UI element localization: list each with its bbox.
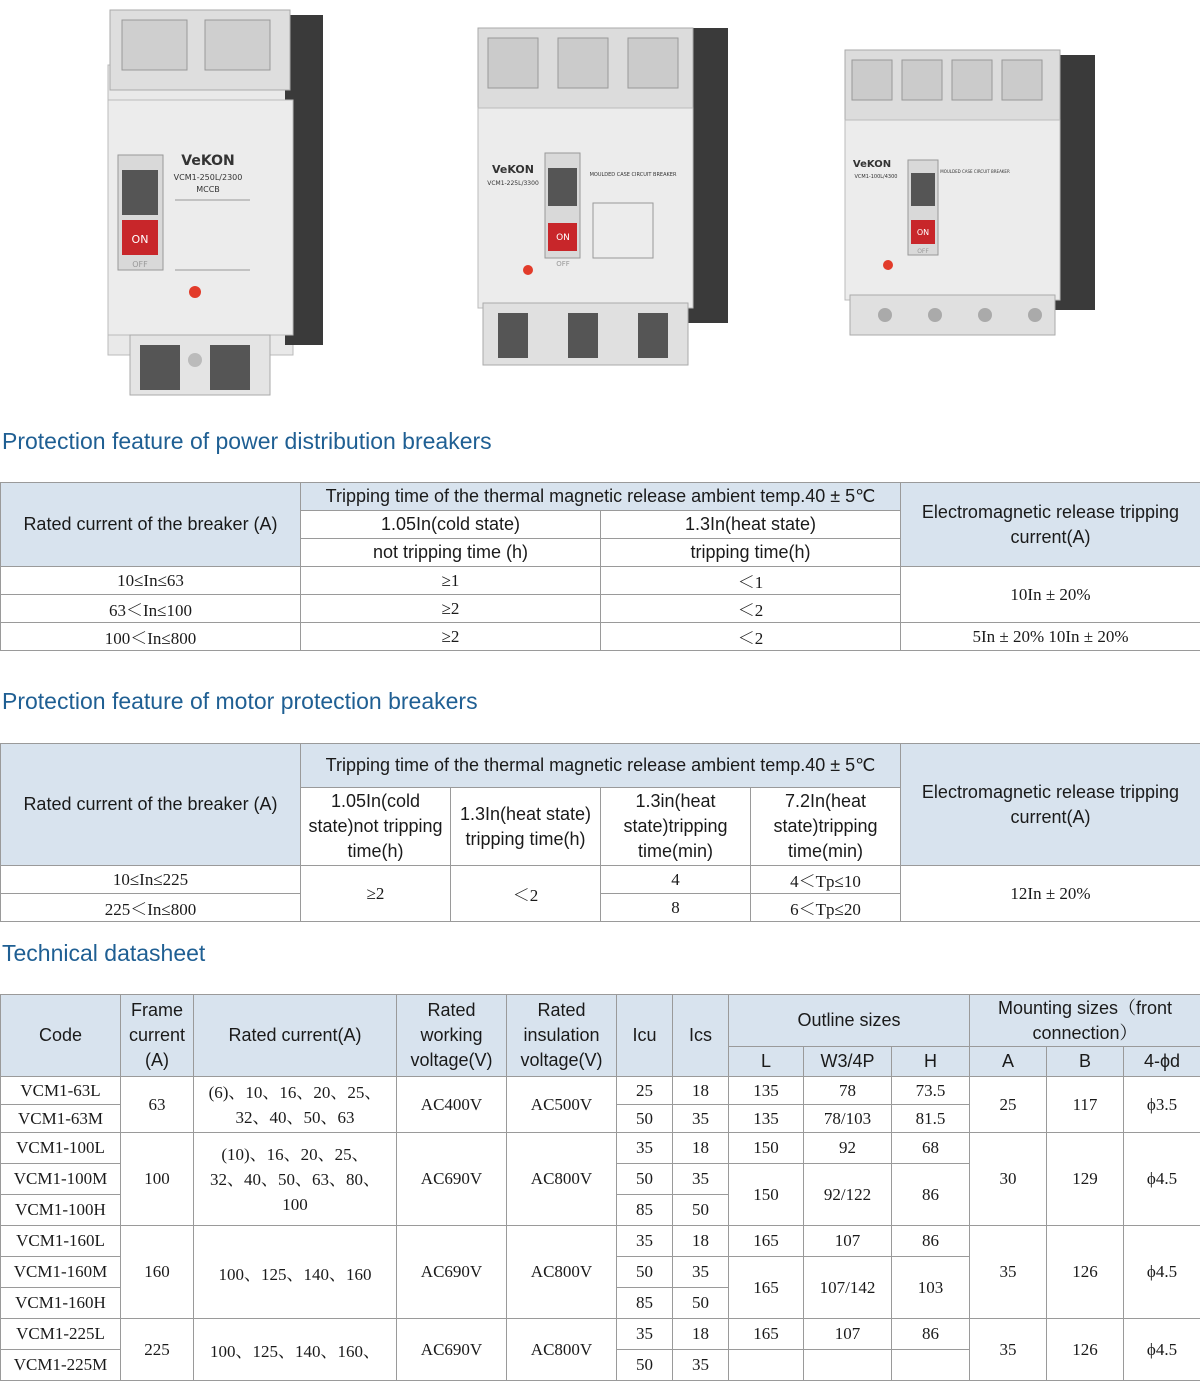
W-cell: 92/122 <box>804 1164 892 1226</box>
ics-cell: 18 <box>673 1226 729 1257</box>
em-cell: 10In ± 20% <box>901 567 1200 623</box>
breaker-type: MCCB <box>196 185 220 194</box>
breaker-on-label: ON <box>556 233 570 243</box>
ics-cell: 18 <box>673 1133 729 1164</box>
tripping-cell: ＜1 <box>601 567 901 595</box>
range-cell: 63＜In≤100 <box>1 595 301 623</box>
section-title-technical-datasheet: Technical datasheet <box>2 940 205 967</box>
L-cell: 150 <box>729 1133 804 1164</box>
insulation-voltage-cell: AC800V <box>507 1133 617 1226</box>
W-cell: 107 <box>804 1226 892 1257</box>
d-cell: ϕ4.5 <box>1124 1133 1200 1226</box>
insulation-voltage-cell: AC800V <box>507 1319 617 1381</box>
header-rated-current: Rated current of the breaker (A) <box>1 483 301 567</box>
tp-cell: 4＜Tp≤10 <box>751 866 901 894</box>
L-cell: 165 <box>729 1257 804 1319</box>
table-row <box>1 1226 1200 1257</box>
insulation-voltage-cell: AC800V <box>507 1226 617 1319</box>
header-em-release: Electromagnetic release tripping current(A) <box>901 744 1200 866</box>
header-em-release: Electromagnetic release tripping current(A) <box>901 483 1200 567</box>
icu-cell: 50 <box>617 1164 673 1195</box>
W-cell <box>804 1350 892 1381</box>
working-voltage-cell: AC690V <box>397 1319 507 1381</box>
breaker-off-label: OFF <box>132 260 148 269</box>
icu-cell: 85 <box>617 1195 673 1226</box>
code-cell: VCM1-100M <box>1 1164 121 1195</box>
rated-cell: 100、125、140、160 <box>194 1226 397 1319</box>
header-heat-state: 1.3In(heat state) <box>601 511 901 539</box>
table-row <box>1 1319 1200 1350</box>
working-voltage-cell: AC690V <box>397 1226 507 1319</box>
ics-cell: 18 <box>673 1077 729 1105</box>
ics-cell: 50 <box>673 1195 729 1226</box>
code-cell: VCM1-100H <box>1 1195 121 1226</box>
header-B: B <box>1047 1047 1124 1077</box>
header-tripping-time: Tripping time of the thermal magnetic release ambient temp.40 ± 5℃ <box>301 744 901 788</box>
header-7-2-tripping-min: 7.2In(heat state)tripping time(min) <box>751 788 901 866</box>
header-heat-tripping-min: 1.3in(heat state)tripping time(min) <box>601 788 751 866</box>
header-heat-tripping-h: 1.3In(heat state) tripping time(h) <box>451 788 601 866</box>
working-voltage-cell: AC400V <box>397 1077 507 1133</box>
L-cell: 165 <box>729 1226 804 1257</box>
breaker-2-pole-image <box>100 5 325 400</box>
A-cell: 35 <box>970 1319 1047 1381</box>
range-cell: 100＜In≤800 <box>1 623 301 651</box>
code-cell: VCM1-63L <box>1 1077 121 1105</box>
frame-cell: 63 <box>121 1077 194 1133</box>
section-title-motor-protection: Protection feature of motor protection breakers <box>2 688 478 715</box>
table-row <box>1 1133 1200 1164</box>
H-cell: 73.5 <box>892 1077 970 1105</box>
not-tripping-cell: ≥2 <box>301 623 601 651</box>
ics-cell: 18 <box>673 1319 729 1350</box>
header-tripping: tripping time(h) <box>601 539 901 567</box>
tp-cell: 6＜Tp≤20 <box>751 894 901 922</box>
H-cell: 103 <box>892 1257 970 1319</box>
not-tripping-cell: ≥2 <box>301 595 601 623</box>
A-cell: 30 <box>970 1133 1047 1226</box>
icu-cell: 50 <box>617 1257 673 1288</box>
L-cell: 165 <box>729 1319 804 1350</box>
rated-cell: (10)、16、20、25、32、40、50、63、80、100 <box>194 1133 397 1226</box>
rated-cell: (6)、10、16、20、25、32、40、50、63 <box>194 1077 397 1133</box>
power-distribution-table <box>0 482 1200 651</box>
icu-cell: 25 <box>617 1077 673 1105</box>
breaker-type: MOULDED CASE CIRCUIT BREAKER <box>590 172 677 178</box>
breaker-off-label: OFF <box>556 260 570 268</box>
code-cell: VCM1-160M <box>1 1257 121 1288</box>
header-mounting-sizes: Mounting sizes（front connection） <box>970 995 1200 1047</box>
H-cell: 81.5 <box>892 1105 970 1133</box>
W-cell: 78/103 <box>804 1105 892 1133</box>
breaker-model: VCM1-250L/2300 <box>174 173 243 182</box>
icu-cell: 85 <box>617 1288 673 1319</box>
W-cell: 78 <box>804 1077 892 1105</box>
header-code: Code <box>1 995 121 1077</box>
header-rated-current: Rated current of the breaker (A) <box>1 744 301 866</box>
breaker-on-label: ON <box>132 233 149 246</box>
header-d: 4-ϕd <box>1124 1047 1200 1077</box>
header-cold-not-tripping: 1.05In(cold state)not tripping time(h) <box>301 788 451 866</box>
d-cell: ϕ4.5 <box>1124 1226 1200 1319</box>
A-cell: 25 <box>970 1077 1047 1133</box>
W-cell: 107 <box>804 1319 892 1350</box>
header-H: H <box>892 1047 970 1077</box>
header-working-voltage: Rated working voltage(V) <box>397 995 507 1077</box>
table-row <box>1 1077 1200 1105</box>
ics-cell: 35 <box>673 1257 729 1288</box>
B-cell: 126 <box>1047 1226 1124 1319</box>
table-row <box>1 567 1200 595</box>
breaker-brand: VeKON <box>181 153 234 169</box>
breaker-brand: VeKON <box>492 163 534 176</box>
ics-cell: 50 <box>673 1288 729 1319</box>
header-icu: Icu <box>617 995 673 1077</box>
icu-cell: 50 <box>617 1350 673 1381</box>
header-A: A <box>970 1047 1047 1077</box>
breaker-4-pole-image <box>840 40 1100 340</box>
breaker-model: VCM1-100L/4300 <box>855 174 898 180</box>
B-cell: 129 <box>1047 1133 1124 1226</box>
technical-datasheet-table <box>0 994 1200 1381</box>
breaker-type: MOULDED CASE CIRCUIT BREAKER <box>940 169 1010 174</box>
L-cell: 135 <box>729 1105 804 1133</box>
em-cell: 5In ± 20% 10In ± 20% <box>901 623 1200 651</box>
frame-cell: 225 <box>121 1319 194 1381</box>
header-frame-current: Frame current (A) <box>121 995 194 1077</box>
code-cell: VCM1-225M <box>1 1350 121 1381</box>
code-cell: VCM1-225L <box>1 1319 121 1350</box>
heat-min-cell: 8 <box>601 894 751 922</box>
rated-cell: 100、125、140、160、 <box>194 1319 397 1381</box>
header-not-tripping: not tripping time (h) <box>301 539 601 567</box>
B-cell: 117 <box>1047 1077 1124 1133</box>
code-cell: VCM1-160H <box>1 1288 121 1319</box>
d-cell: ϕ3.5 <box>1124 1077 1200 1133</box>
range-cell: 225＜In≤800 <box>1 894 301 922</box>
header-tripping-time: Tripping time of the thermal magnetic release ambient temp.40 ± 5℃ <box>301 483 901 511</box>
ics-cell: 35 <box>673 1350 729 1381</box>
code-cell: VCM1-160L <box>1 1226 121 1257</box>
L-cell: 150 <box>729 1164 804 1226</box>
breaker-on-label: ON <box>917 228 929 237</box>
product-images <box>0 0 1200 410</box>
section-title-power-distribution: Protection feature of power distribution breakers <box>2 428 492 455</box>
heat-min-cell: 4 <box>601 866 751 894</box>
ics-cell: 35 <box>673 1164 729 1195</box>
working-voltage-cell: AC690V <box>397 1133 507 1226</box>
H-cell: 86 <box>892 1164 970 1226</box>
tripping-cell: ＜2 <box>601 595 901 623</box>
W-cell: 107/142 <box>804 1257 892 1319</box>
B-cell: 126 <box>1047 1319 1124 1381</box>
breaker-model: VCM1-225L/3300 <box>487 180 539 187</box>
frame-cell: 100 <box>121 1133 194 1226</box>
insulation-voltage-cell: AC500V <box>507 1077 617 1133</box>
A-cell: 35 <box>970 1226 1047 1319</box>
W-cell: 92 <box>804 1133 892 1164</box>
not-tripping-cell: ≥1 <box>301 567 601 595</box>
header-rated-current: Rated current(A) <box>194 995 397 1077</box>
heat-cell: ＜2 <box>451 866 601 922</box>
H-cell: 86 <box>892 1319 970 1350</box>
header-ics: Ics <box>673 995 729 1077</box>
header-L: L <box>729 1047 804 1077</box>
icu-cell: 35 <box>617 1226 673 1257</box>
table-row <box>1 623 1200 651</box>
range-cell: 10≤In≤225 <box>1 866 301 894</box>
header-outline-sizes: Outline sizes <box>729 995 970 1047</box>
icu-cell: 50 <box>617 1105 673 1133</box>
breaker-3-pole-image <box>473 18 733 370</box>
breaker-brand: VeKON <box>853 159 891 170</box>
header-insulation-voltage: Rated insulation voltage(V) <box>507 995 617 1077</box>
H-cell: 68 <box>892 1133 970 1164</box>
d-cell: ϕ4.5 <box>1124 1319 1200 1381</box>
cold-cell: ≥2 <box>301 866 451 922</box>
tripping-cell: ＜2 <box>601 623 901 651</box>
table-row <box>1 866 1200 894</box>
code-cell: VCM1-100L <box>1 1133 121 1164</box>
breaker-off-label: OFF <box>917 248 929 255</box>
motor-protection-table <box>0 743 1200 922</box>
header-cold-state: 1.05In(cold state) <box>301 511 601 539</box>
header-W: W3/4P <box>804 1047 892 1077</box>
range-cell: 10≤In≤63 <box>1 567 301 595</box>
icu-cell: 35 <box>617 1133 673 1164</box>
em-cell: 12In ± 20% <box>901 866 1200 922</box>
H-cell <box>892 1350 970 1381</box>
L-cell <box>729 1350 804 1381</box>
code-cell: VCM1-63M <box>1 1105 121 1133</box>
icu-cell: 35 <box>617 1319 673 1350</box>
ics-cell: 35 <box>673 1105 729 1133</box>
H-cell: 86 <box>892 1226 970 1257</box>
frame-cell: 160 <box>121 1226 194 1319</box>
L-cell: 135 <box>729 1077 804 1105</box>
